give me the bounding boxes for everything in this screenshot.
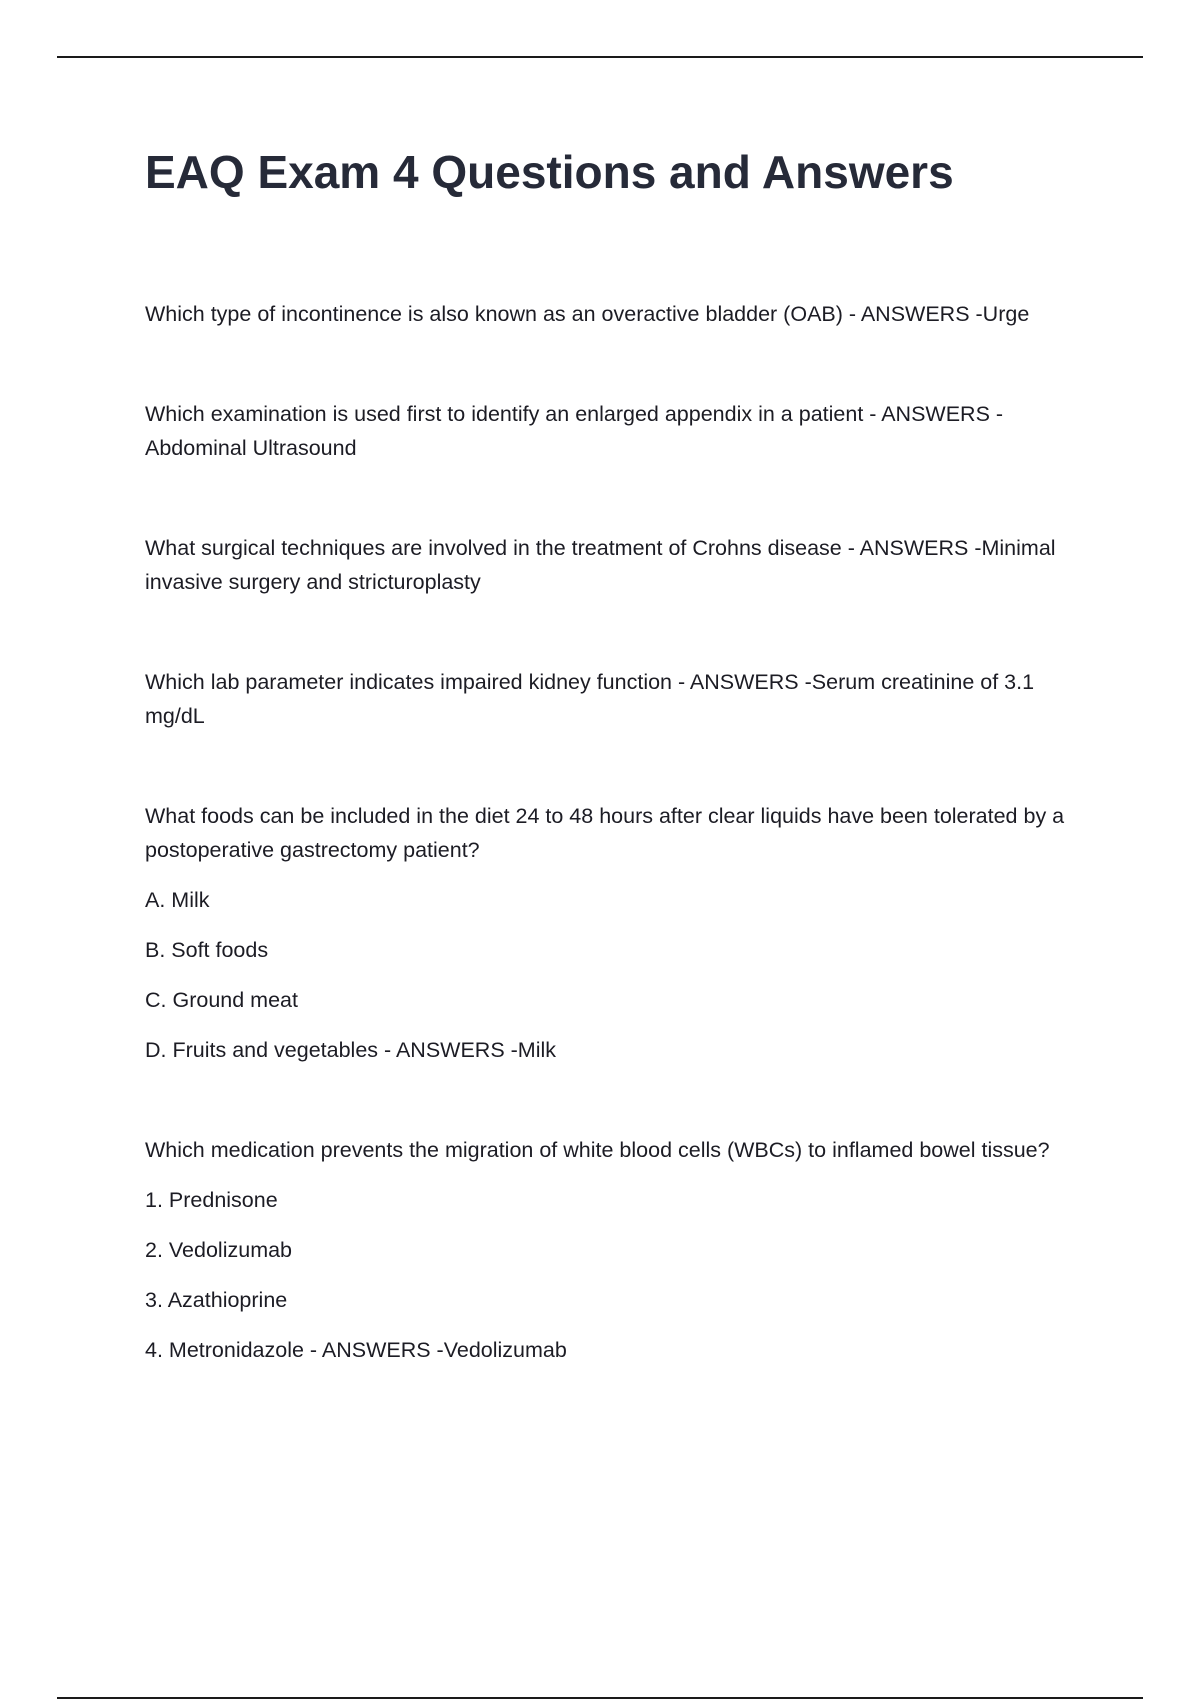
- qa-text: Which examination is used first to identify an enlarged appendix in a patient - ANSWERS -Abdominal Ultrasound: [145, 402, 1004, 460]
- qa-item: [145, 397, 1090, 465]
- qa-text: What foods can be included in the diet 24 to 48 hours after clear liquids have been tolerated by a postoperative gastrectomy patient?: [145, 804, 1065, 862]
- qa-item: [145, 531, 1090, 599]
- qa-list: [145, 297, 1090, 1433]
- bottom-rule: [57, 1697, 1143, 1699]
- qa-text: Which medication prevents the migration of white blood cells (WBCs) to inflamed bowel tissue?: [145, 1138, 1050, 1162]
- answer-option: A. Milk: [145, 888, 210, 912]
- qa-text: What surgical techniques are involved in the treatment of Crohns disease - ANSWERS -Minimal invasive surgery and stricturoplasty: [145, 536, 1056, 594]
- qa-item: [145, 799, 1090, 1067]
- answer-option: C. Ground meat: [145, 988, 298, 1012]
- answer-option: D. Fruits and vegetables - ANSWERS -Milk: [145, 1038, 557, 1062]
- qa-item: [145, 665, 1090, 733]
- qa-text: Which type of incontinence is also known as an overactive bladder (OAB) - ANSWERS -Urge: [145, 302, 1030, 326]
- qa-text: Which lab parameter indicates impaired kidney function - ANSWERS -Serum creatinine of 3.1 mg/dL: [145, 670, 1035, 728]
- top-rule: [57, 56, 1143, 58]
- qa-item: [145, 297, 1090, 331]
- page-title: EAQ Exam 4 Questions and Answers: [145, 146, 954, 198]
- answer-option: 4. Metronidazole - ANSWERS -Vedolizumab: [145, 1338, 567, 1362]
- answer-option: 2. Vedolizumab: [145, 1238, 293, 1262]
- answer-option: 1. Prednisone: [145, 1188, 278, 1212]
- qa-item: [145, 1133, 1090, 1367]
- answer-option: B. Soft foods: [145, 938, 269, 962]
- answer-option: 3. Azathioprine: [145, 1288, 288, 1312]
